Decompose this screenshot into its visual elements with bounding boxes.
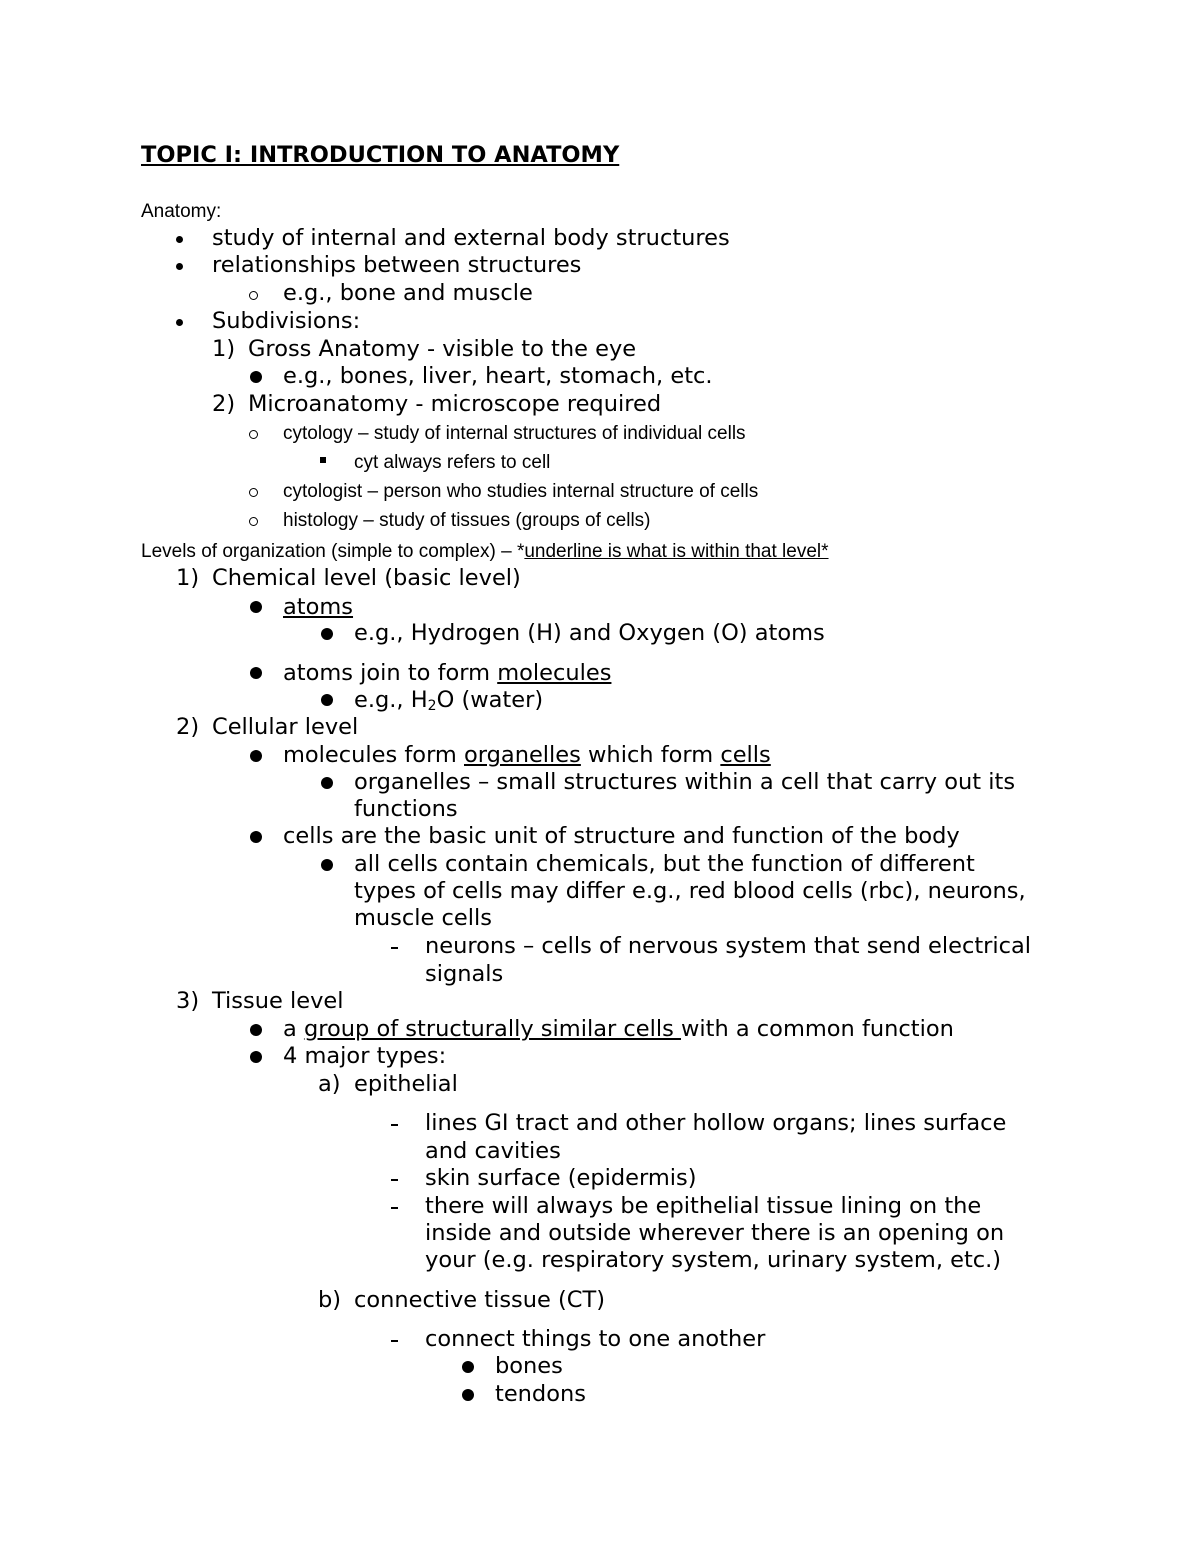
circle-bullet-icon [249, 517, 258, 526]
bullet-icon [321, 859, 333, 871]
list-item: connect things to one another [425, 1326, 766, 1352]
list-marker: 1) [212, 336, 236, 362]
circle-bullet-icon [249, 291, 258, 300]
bullet-icon [250, 831, 262, 843]
cells-term: cells [720, 742, 771, 768]
list-item-text: molecules form [283, 742, 464, 768]
levels-heading-underlined: underline is what is within that level* [524, 541, 829, 562]
list-item-text: with a common function [680, 1016, 954, 1042]
list-item: skin surface (epidermis) [425, 1165, 697, 1191]
list-item: there will always be epithelial tissue lining on the [425, 1193, 982, 1219]
list-item-continuation: functions [354, 796, 458, 822]
circle-bullet-icon [249, 488, 258, 497]
list-item: organelles – small structures within a cell that carry out its [354, 769, 1016, 795]
bullet-icon [250, 1024, 262, 1036]
bullet-icon [176, 263, 183, 270]
organelles-term: organelles [464, 742, 581, 768]
list-marker: 2) [176, 714, 200, 740]
list-item-continuation: and cavities [425, 1138, 561, 1164]
list-item: neurons – cells of nervous system that send electrical [425, 933, 1032, 959]
dash-bullet-icon [391, 1340, 398, 1342]
square-bullet-icon [320, 457, 326, 463]
list-item [283, 742, 771, 769]
dash-bullet-icon [391, 1207, 398, 1209]
list-item [354, 687, 543, 714]
list-item: Chemical level (basic level) [212, 565, 521, 591]
list-item: lines GI tract and other hollow organs; lines surface [425, 1110, 1007, 1136]
bullet-icon [321, 777, 333, 789]
circle-bullet-icon [249, 430, 258, 439]
list-item: Microanatomy - microscope required [248, 391, 662, 417]
list-item: Tissue level [212, 988, 344, 1014]
bullet-icon [250, 750, 262, 762]
list-marker: 3) [176, 988, 200, 1014]
list-marker: 2) [212, 391, 236, 417]
list-item [283, 660, 611, 687]
bullet-icon [321, 628, 333, 640]
bullet-icon [250, 371, 262, 383]
bullet-icon [462, 1361, 474, 1373]
list-item: histology – study of tissues (groups of cells) [283, 510, 651, 531]
list-item: Gross Anatomy - visible to the eye [248, 336, 637, 362]
list-item: epithelial [354, 1071, 458, 1097]
list-marker: b) [318, 1287, 342, 1313]
bullet-icon [176, 319, 183, 326]
list-item: connective tissue (CT) [354, 1287, 606, 1313]
list-item-text: which form [580, 742, 721, 768]
dash-bullet-icon [391, 947, 398, 949]
dash-bullet-icon [391, 1179, 398, 1181]
list-item: Cellular level [212, 714, 359, 740]
list-item: relationships between structures [212, 252, 582, 278]
list-marker: 1) [176, 565, 200, 591]
list-item: cells are the basic unit of structure and function of the body [283, 823, 960, 849]
list-item-continuation: inside and outside wherever there is an opening on [425, 1220, 1005, 1246]
subscript: 2 [427, 698, 437, 714]
list-item: e.g., Hydrogen (H) and Oxygen (O) atoms [354, 620, 825, 646]
list-item-continuation: muscle cells [354, 905, 492, 931]
list-item: cytology – study of internal structures of individual cells [283, 423, 746, 444]
list-item: 4 major types: [283, 1043, 447, 1069]
list-item: cytologist – person who studies internal structure of cells [283, 481, 759, 502]
list-item-continuation: your (e.g. respiratory system, urinary system, etc.) [425, 1247, 1002, 1273]
bullet-icon [250, 1051, 262, 1063]
list-item: e.g., bone and muscle [283, 280, 533, 306]
anatomy-heading: Anatomy: [141, 201, 222, 222]
list-item-text: atoms join to form [283, 660, 498, 686]
bullet-icon [250, 667, 262, 679]
list-item-continuation: signals [425, 961, 504, 987]
list-item [283, 1016, 954, 1043]
list-item: bones [495, 1353, 563, 1379]
levels-heading-text: Levels of organization (simple to complex) – * [141, 541, 525, 562]
group-definition-term: group of structurally similar cells [303, 1016, 681, 1042]
molecules-term: molecules [497, 660, 612, 686]
list-item-text: e.g., H [354, 687, 428, 713]
list-item-continuation: types of cells may differ e.g., red blood cells (rbc), neurons, [354, 878, 1026, 904]
list-item: atoms [283, 594, 354, 620]
list-marker: a) [318, 1071, 341, 1097]
bullet-icon [250, 601, 262, 613]
levels-heading [141, 540, 829, 564]
list-item: cyt always refers to cell [354, 452, 551, 473]
list-item-text: O (water) [436, 687, 544, 713]
bullet-icon [176, 236, 183, 243]
list-item: e.g., bones, liver, heart, stomach, etc. [283, 363, 713, 389]
dash-bullet-icon [391, 1124, 398, 1126]
list-item: Subdivisions: [212, 308, 361, 334]
page-title: TOPIC I: INTRODUCTION TO ANATOMY [141, 142, 620, 168]
bullet-icon [321, 694, 333, 706]
list-item: all cells contain chemicals, but the function of different [354, 851, 975, 877]
list-item: tendons [495, 1381, 586, 1407]
list-item-text: a [283, 1016, 304, 1042]
list-item: study of internal and external body structures [212, 225, 730, 251]
bullet-icon [462, 1389, 474, 1401]
